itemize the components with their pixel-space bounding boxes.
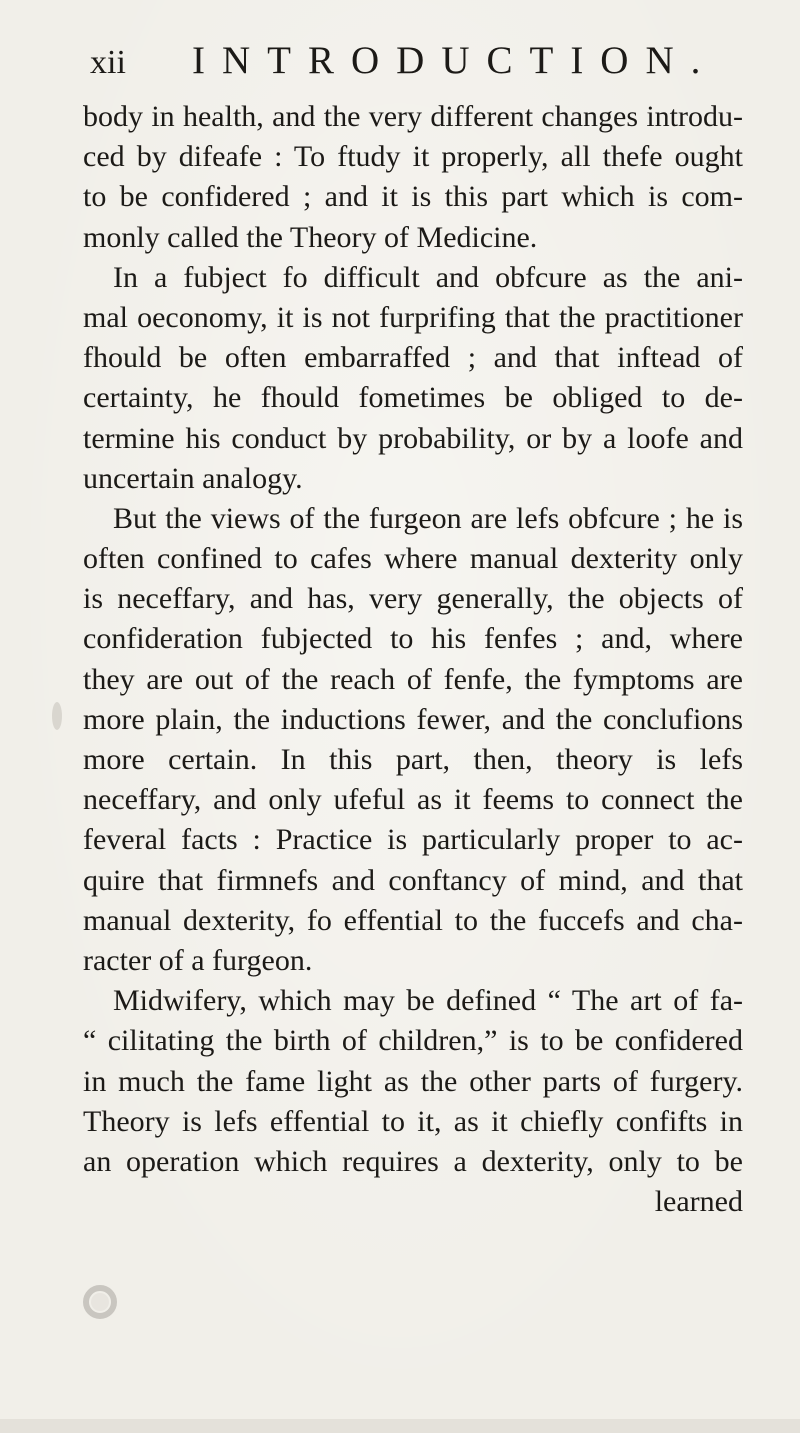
text-line: often confined to cafes where manual dexterity only xyxy=(83,542,743,576)
text-line: “ cilitating the birth of children,” is to be confidered xyxy=(83,1024,743,1058)
binding-hole-mark xyxy=(80,1282,120,1322)
text-line: more certain. In this part, then, theory is lefs xyxy=(83,743,743,776)
text-line: feveral facts : Practice is particularly proper to ac- xyxy=(83,823,743,857)
text-line: But the views of the furgeon are lefs obfcure ; he is xyxy=(113,501,743,535)
text-line: racter of a furgeon. xyxy=(83,943,313,977)
text-line: confideration fubjected to his fenfes ; and, where xyxy=(83,622,743,656)
text-line: is neceffary, and has, very generally, the objects of xyxy=(83,582,743,616)
text-line: uncertain analogy. xyxy=(83,461,303,495)
running-head xyxy=(90,38,730,88)
text-line: quire that firmnefs and conftancy of mind, and that xyxy=(83,863,743,897)
page-edge-shadow xyxy=(0,1405,800,1433)
catchword: learned xyxy=(654,1185,743,1219)
text-line: ced by difeafe : To ftudy it properly, all thefe ought xyxy=(83,140,743,174)
text-line: neceffary, and only ufeful as it feems to connect the xyxy=(83,783,743,817)
text-line: an operation which requires a dexterity, only to be xyxy=(83,1144,743,1178)
body-text xyxy=(83,97,743,1222)
page-number: xii xyxy=(90,44,126,81)
text-line: fhould be often embarraffed ; and that inftead of xyxy=(83,341,743,375)
text-line: body in health, and the very different changes introdu- xyxy=(83,100,743,133)
chapter-heading: INTRODUCTION. xyxy=(192,39,718,82)
text-line: in much the fame light as the other parts of furgery. xyxy=(83,1064,743,1098)
text-line: Theory is lefs effential to it, as it chiefly confifts in xyxy=(83,1104,743,1138)
text-line: they are out of the reach of fenfe, the fymptoms are xyxy=(83,662,743,696)
text-line: mal oeconomy, it is not furprifing that the practitioner xyxy=(83,300,743,334)
text-line: manual dexterity, fo effential to the fuccefs and cha- xyxy=(83,903,743,937)
text-line: In a fubject fo difficult and obfcure as the ani- xyxy=(113,260,743,294)
text-line: certainty, he fhould fometimes be obliged to de- xyxy=(83,381,743,415)
text-line: more plain, the inductions fewer, and the conclufions xyxy=(83,702,743,736)
ink-bleed-mark xyxy=(46,698,68,734)
text-line: monly called the Theory of Medicine. xyxy=(83,220,538,254)
text-line: termine his conduct by probability, or by a loofe and xyxy=(83,421,743,455)
text-line: to be confidered ; and it is this part which is com- xyxy=(83,180,743,214)
text-line: Midwifery, which may be defined “ The art of fa- xyxy=(113,984,743,1018)
